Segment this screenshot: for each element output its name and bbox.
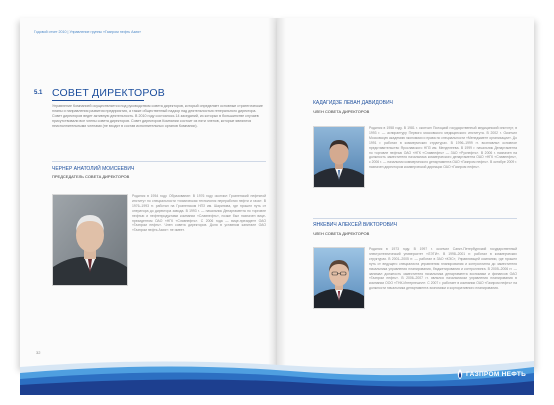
member-divider <box>313 218 517 219</box>
chairman-bio: Родился в 1954 году. Образование: В 1976 году окончил Грозненский нефтяной институт по специальности «химическая технология переработки нефти и газа». В 1976–1993 гг. работал на Грозненском НПЗ им. Шарипова, где прошел путь от оператора до директора завода. В 1993 г. — начальник Департамента по торговле нефтью и нефтепродуктами компании «Славнефть», позже был назначен вице-президентом ОАО «НГК «Славнефть». С 2006 года — вице-президент ОАО «Газпром нефть». Член совета директоров. Доля в уставном капитале ОАО «Газпром нефть Азия»: не имеет. <box>132 194 266 233</box>
flame-icon <box>456 369 464 379</box>
chairman-name: ЧЕРНЕР АНАТОЛИЙ МОИСЕЕВИЧ <box>52 166 135 172</box>
chairman-role: ПРЕДСЕДАТЕЛЬ СОВЕТА ДИРЕКТОРОВ <box>52 174 130 179</box>
chairman-photo <box>52 194 128 286</box>
portrait-image <box>314 248 364 308</box>
page-number: 32 <box>36 350 41 355</box>
board-member-role: ЧЛЕН СОВЕТА ДИРЕКТОРОВ <box>313 109 370 114</box>
gazprom-neft-logo <box>456 369 526 379</box>
running-head: Годовой отчет 2010 | Управление группы «Газпром нефть Азия» <box>34 30 142 34</box>
portrait-image <box>53 195 127 285</box>
section-number: 5.1 <box>34 90 43 96</box>
board-member-role: ЧЛЕН СОВЕТА ДИРЕКТОРОВ <box>313 231 370 236</box>
portrait-image <box>314 127 364 187</box>
board-member-photo <box>313 247 365 309</box>
board-member-name: КАДАГИДЗЕ ЛЕВАН ДАВИДОВИЧ <box>313 100 393 106</box>
board-member-photo <box>313 126 365 188</box>
page-gutter-shadow <box>268 18 286 368</box>
section-title-underline <box>52 100 144 101</box>
chairman-divider <box>52 161 266 162</box>
left-page <box>20 18 277 368</box>
intro-paragraph: Управление Компанией осуществляется под руководством совета директоров, который определяет основные стратегические планы и направления развития предприятия, а также общественный надзор над деятельностью генерального директора. Совет директоров ведет активную деятельность. В 2010 году состоялось 14 заседаний, из которых в большинстве случаев присутствовали все члены совета директоров. Совет директоров Компании состоит из пяти членов, которые являются неисполнительными членами (не входят в состав исполнительных органов Компании). <box>52 104 263 128</box>
right-page <box>277 18 534 368</box>
board-member-name: ЯНКЕВИЧ АЛЕКСЕЙ ВИКТОРОВИЧ <box>313 222 397 228</box>
section-title: СОВЕТ ДИРЕКТОРОВ <box>52 87 165 99</box>
board-member-bio: Родился в 1958 году. В 1981 г. окончил Полоцкий государственный медицинский институт, в 1993 г. — аспирантуру Первого московского медицинского института. В 2002 г. Окончил Московскую академию экономики и права по специальности «Менеджмент организации». До 1991 г. работал в коммерческих структурах. В 1996–1999 гг. возглавлял основное представительство Ярославского НПЗ им. Менделеева. В 1999 г. начальник Департамента по торговле нефтью ОАО «НГК «Славнефть» — ЗАО «Руснефть». В 2006 г. назначен на должность заместителя начальника коммерческого департамента ОАО «НГК «Славнефть», с 2006 г. — начальник коммерческого департамента ОАО «Газпром нефть». В октябре 2009 г. назначен директором коммерческой дирекции ОАО «Газпром нефть». <box>369 126 517 170</box>
board-member-bio: Родился в 1973 году. В 1997 г. окончил Санкт-Петербургский государственный электротехнический университет «ЛЭТИ». В 1998–2001 гг. работал в коммерческих структурах. В 2001–2005 гг. — работал в ЗАО «КЭС», Управляющей компании, где прошел путь от ведущего специалиста управления планирования и контроллинга до заместителя начальника управления планирования, бюджетирования и контроллинга. В 2005–2006 гг. — занимал должность заместителя начальника департамента экономики и финансов ОАО «Газпром нефть». В 2006–2007 гг. являлся начальником управления планирования в компании ООО «ТНК-Интернешнл». С 2007 г. работает в компании ОАО «Газпром нефть» на должности начальника департамента экономики и корпоративного планирования. <box>369 247 517 291</box>
logo-text: ГАЗПРОМ НЕФТЬ <box>466 370 527 378</box>
